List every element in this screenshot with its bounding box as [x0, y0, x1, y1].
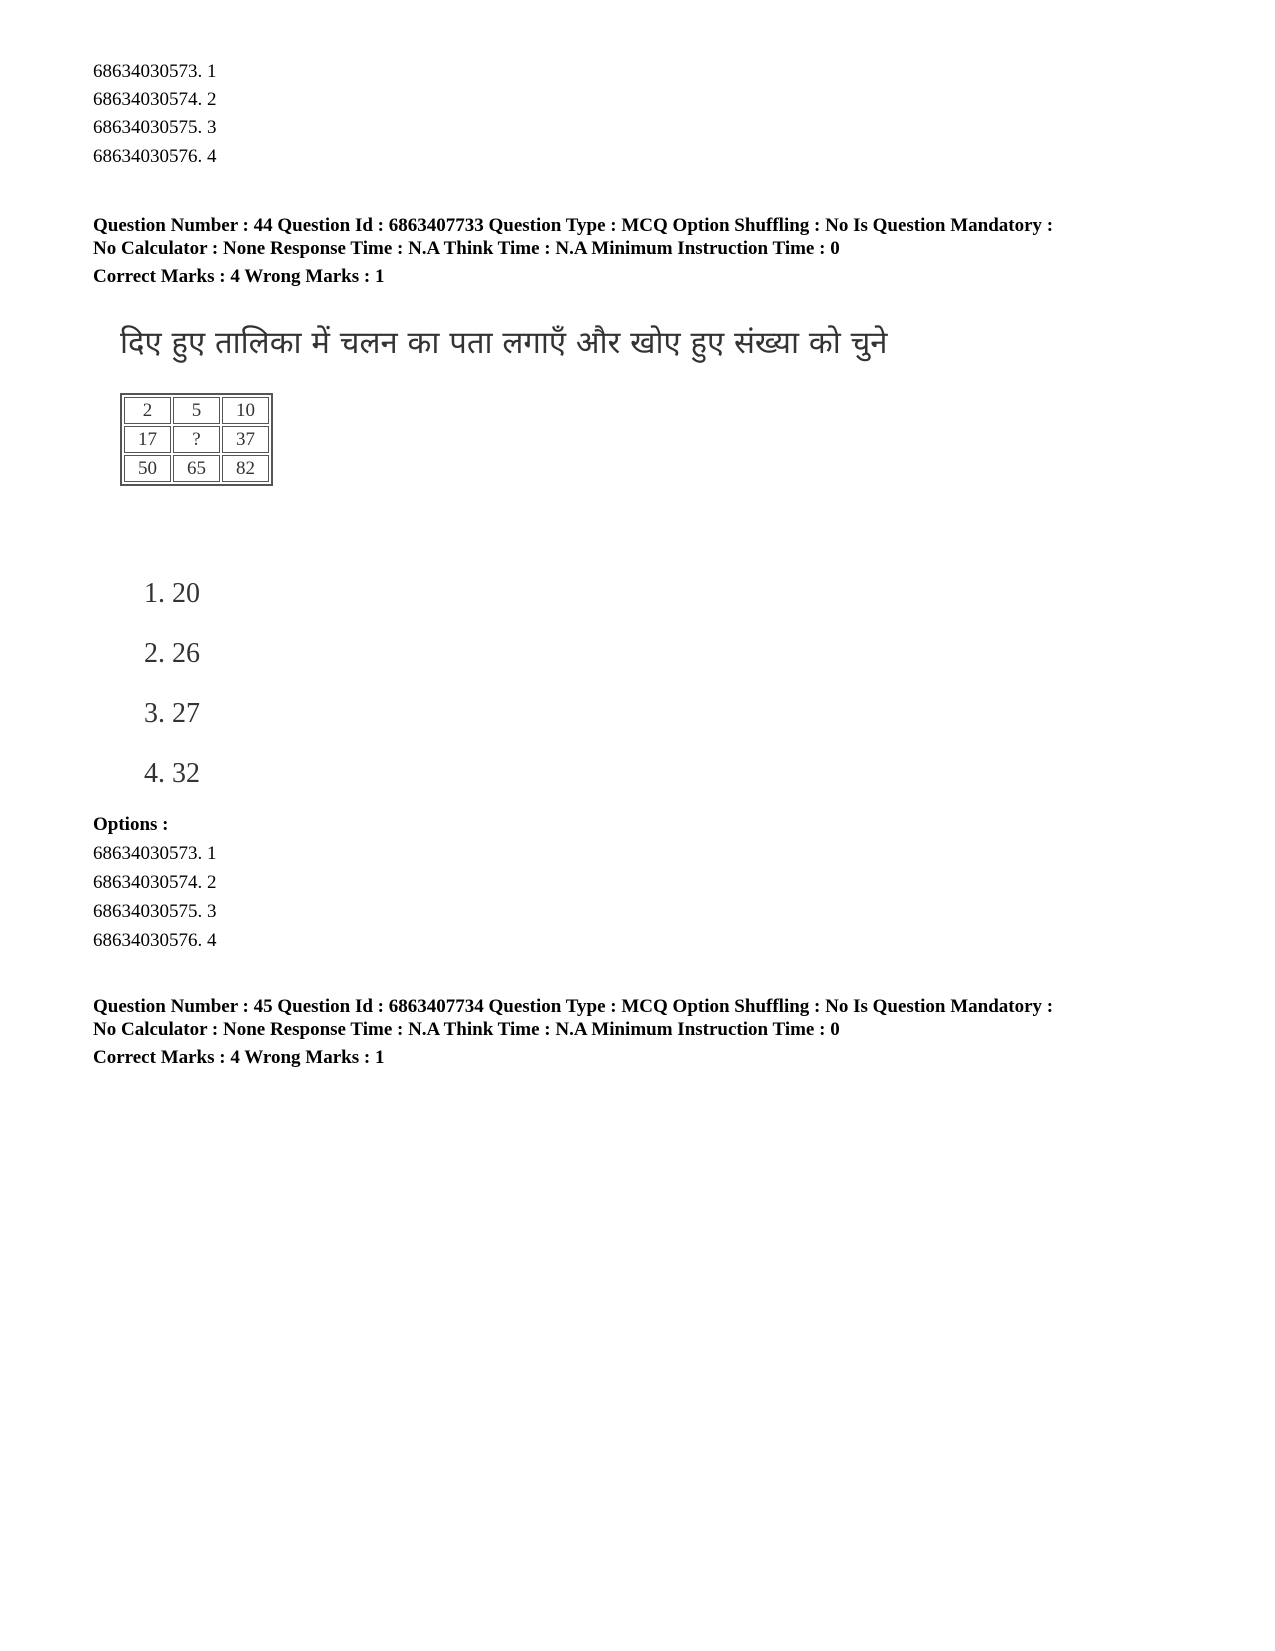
table-row — [124, 397, 269, 424]
table-cell: 37 — [222, 426, 269, 453]
table-row — [124, 455, 269, 482]
prev-option-2: 68634030574. 2 — [93, 89, 217, 110]
q45-marks: Correct Marks : 4 Wrong Marks : 1 — [93, 1047, 385, 1068]
prev-option-1: 68634030573. 1 — [93, 61, 217, 82]
q44-option-4: 68634030576. 4 — [93, 930, 217, 951]
q44-header-line1: Question Number : 44 Question Id : 6863407733 Question Type : MCQ Option Shuffling : No Is Question Mandatory : — [93, 215, 1054, 236]
q45-header-line1: Question Number : 45 Question Id : 6863407734 Question Type : MCQ Option Shuffling : No Is Question Mandatory : — [93, 996, 1054, 1017]
prev-option-4: 68634030576. 4 — [93, 146, 217, 167]
q44-choice-4: 4. 32 — [144, 758, 200, 789]
q44-option-2: 68634030574. 2 — [93, 872, 217, 893]
q44-header-line2: No Calculator : None Response Time : N.A Think Time : N.A Minimum Instruction Time : 0 — [93, 238, 840, 259]
q44-option-3: 68634030575. 3 — [93, 901, 217, 922]
table-cell: 50 — [124, 455, 171, 482]
q44-choice-2: 2. 26 — [144, 638, 200, 669]
q44-options-label: Options : — [93, 814, 169, 835]
q44-marks: Correct Marks : 4 Wrong Marks : 1 — [93, 266, 385, 287]
q45-header-line2: No Calculator : None Response Time : N.A Think Time : N.A Minimum Instruction Time : 0 — [93, 1019, 840, 1040]
table-cell: 82 — [222, 455, 269, 482]
prev-option-3: 68634030575. 3 — [93, 117, 217, 138]
table-cell: 65 — [173, 455, 220, 482]
q44-choice-1: 1. 20 — [144, 578, 200, 609]
table-row — [124, 426, 269, 453]
q44-question-text: दिए हुए तालिका में चलन का पता लगाएँ और खोए हुए संख्या को चुने — [120, 325, 888, 361]
table-cell: ? — [173, 426, 220, 453]
table-cell: 10 — [222, 397, 269, 424]
table-cell: 5 — [173, 397, 220, 424]
q44-option-1: 68634030573. 1 — [93, 843, 217, 864]
table-cell: 17 — [124, 426, 171, 453]
table-cell: 2 — [124, 397, 171, 424]
q44-number-table — [120, 393, 273, 486]
q44-choice-3: 3. 27 — [144, 698, 200, 729]
